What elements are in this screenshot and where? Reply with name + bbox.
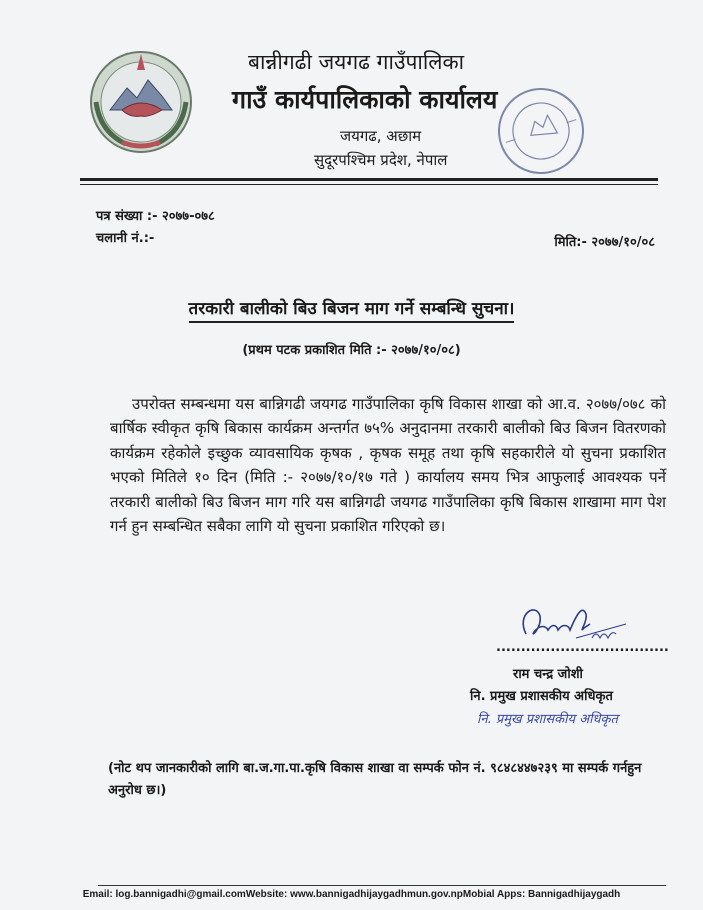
header-rule-thin bbox=[80, 184, 658, 185]
notice-body: उपरोक्त सम्बन्धमा यस बान्निगढी जयगढ गाउँपालिका कृषि विकास शाखा को आ.व. २०७७/०७८ को बार्षिक स्वीकृत कृषि बिकास कार्यक्रम अन्तर्गत ७५% अनुदानमा तरकारी बालीको बिउ बिजन वितरणको कार्यक्रम रहेकोले इच्छुक व्यावसायिक कृषक , कृषक समूह तथा कृषि सहकारीले यो सुचना प्रकाशित भएको मितिले १० दिन (मिति :- २०७७/१०/१७ गते ) कार्यालय समय भित्र आफुलाई आवश्यक पर्ने तरकारी बालीको बिउ बिजन माग गरि यस बान्निगढी जयगढ गाउँपालिका कृषि बिकास शाखामा माग पेश गर्न हुन सम्बन्धित सबैका लागि यो सुचना प्रकाशित गरिएको छ। bbox=[110, 395, 666, 536]
footer-rule bbox=[98, 885, 666, 886]
dispatch-number: चलानी नं.:- bbox=[96, 231, 155, 246]
nepal-emblem-icon bbox=[82, 44, 200, 154]
office-stamp-icon bbox=[490, 82, 592, 180]
header-rule-thick bbox=[80, 178, 658, 181]
province-name: सुदूरपश्चिम प्रदेश, नेपाल bbox=[314, 151, 448, 169]
notice-title bbox=[0, 296, 703, 319]
footer-contact: Email: log.bannigadhi@gmail.comWebsite: www.bannigadhijaygadhmun.gov.npMobial Apps: Bannigadhijaygadh bbox=[82, 889, 621, 900]
office-location: जयगढ, अछाम bbox=[340, 127, 422, 145]
letter-date: मिति:- २०७७/१०/०८ bbox=[554, 235, 655, 250]
notice-title-text: तरकारी बालीको बिउ बिजन माग गर्ने सम्बन्धि सुचना। bbox=[189, 299, 515, 323]
municipality-name: बान्नीगढी जयगढ गाउँपालिका bbox=[248, 50, 465, 74]
signature-line: ................................... bbox=[496, 640, 669, 655]
reference-number: पत्र संख्या :- २०७७-०७८ bbox=[96, 209, 215, 224]
notice-subtitle: (प्रथम पटक प्रकाशित मिति :- २०७७/१०/०८) bbox=[242, 343, 461, 358]
signatory-stamp: नि. प्रमुख प्रशासकीय अधिकृत bbox=[477, 712, 618, 727]
office-name: गाउँ कार्यपालिकाको कार्यालय bbox=[232, 85, 498, 114]
signatory-name: राम चन्द्र जोशी bbox=[513, 667, 583, 682]
contact-note: (नोट थप जानकारीको लागि बा.ज.गा.पा.कृषि विकास शाखा वा सम्पर्क फोन नं. ९८४८४४७२३९ मा सम्पर्क गर्नहुन अनुरोध छ।) bbox=[108, 761, 642, 798]
signatory-title: नि. प्रमुख प्रशासकीय अधिकृत bbox=[470, 689, 613, 704]
